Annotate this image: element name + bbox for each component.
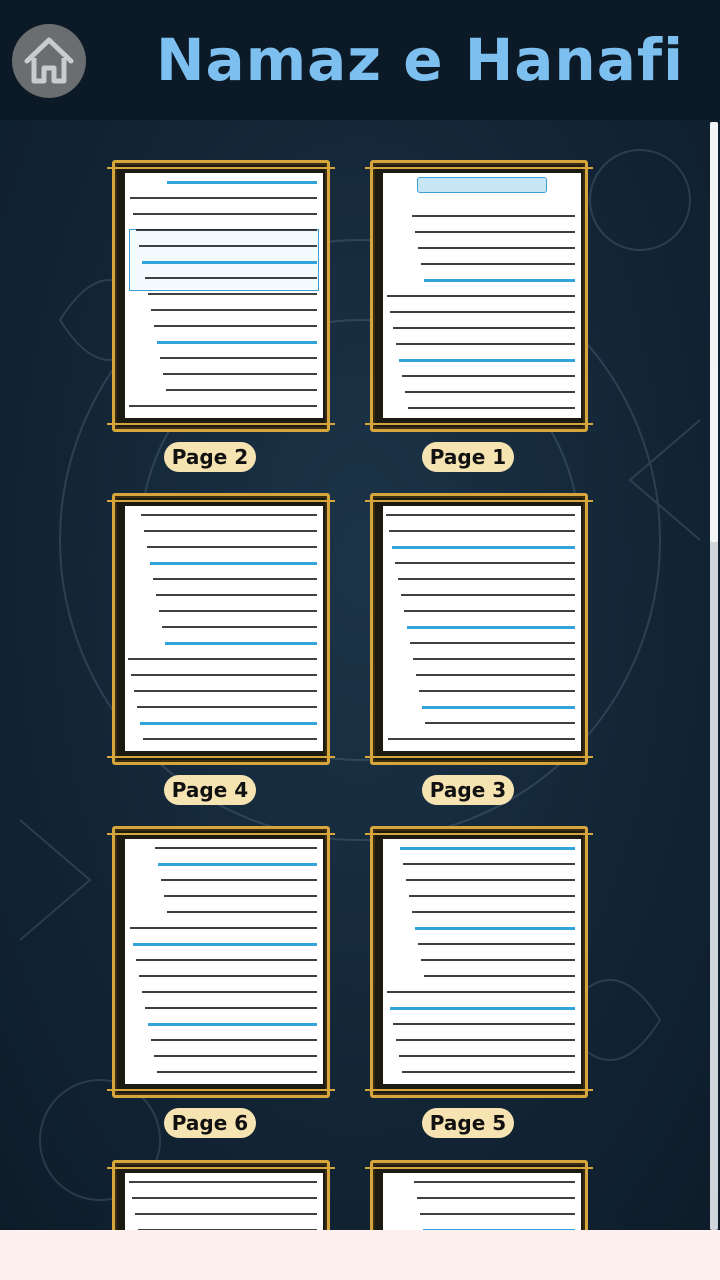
- text-line: [401, 594, 575, 596]
- text-line: [387, 295, 575, 297]
- text-line: [155, 847, 317, 849]
- text-line: [415, 231, 575, 233]
- text-line: [142, 991, 317, 993]
- text-line: [390, 311, 575, 313]
- text-line: [418, 247, 575, 249]
- text-line: [142, 261, 317, 264]
- text-line: [144, 530, 317, 532]
- text-line: [165, 642, 317, 645]
- text-line: [412, 911, 575, 913]
- text-line: [405, 391, 575, 393]
- text-line: [163, 373, 317, 375]
- text-line: [139, 245, 317, 247]
- text-line: [407, 626, 575, 629]
- text-line: [395, 562, 575, 564]
- home-button[interactable]: [12, 24, 86, 98]
- text-line: [422, 706, 575, 709]
- text-line: [161, 879, 317, 881]
- text-line: [143, 738, 317, 740]
- page-label[interactable]: Page 2: [164, 442, 256, 472]
- page-thumbnail[interactable]: [125, 173, 323, 418]
- text-line: [421, 263, 575, 265]
- page-frame: [112, 826, 330, 1098]
- text-line: [418, 943, 575, 945]
- text-line: [419, 690, 575, 692]
- text-line: [410, 642, 575, 644]
- page-grid[interactable]: [0, 120, 720, 1230]
- text-line: [129, 1181, 317, 1183]
- app-header: [0, 0, 720, 120]
- page-label[interactable]: Page 1: [422, 442, 514, 472]
- text-line: [420, 1213, 575, 1215]
- page-thumbnail[interactable]: [125, 1173, 323, 1230]
- text-line: [148, 293, 317, 295]
- page-thumbnail[interactable]: [383, 1173, 581, 1230]
- text-line: [160, 357, 317, 359]
- text-line: [414, 1181, 575, 1183]
- text-line: [388, 738, 575, 740]
- page-title: Namaz e Hanafi: [156, 26, 684, 94]
- text-line: [133, 213, 317, 215]
- text-line: [412, 215, 575, 217]
- text-line: [130, 927, 317, 929]
- text-line: [409, 895, 575, 897]
- text-line: [399, 1055, 575, 1057]
- text-line: [393, 327, 575, 329]
- text-line: [396, 1039, 575, 1041]
- background-pattern: [0, 120, 720, 1230]
- page-frame: [370, 826, 588, 1098]
- text-line: [413, 658, 575, 660]
- home-icon: [19, 31, 79, 91]
- text-line: [129, 405, 317, 407]
- text-line: [400, 847, 575, 850]
- text-line: [424, 279, 575, 282]
- text-line: [402, 375, 575, 377]
- text-line: [162, 626, 317, 628]
- text-line: [417, 1197, 575, 1199]
- text-line: [151, 309, 317, 311]
- text-line: [134, 690, 317, 692]
- text-line: [136, 959, 317, 961]
- text-line: [421, 959, 575, 961]
- text-line: [396, 343, 575, 345]
- text-line: [151, 1039, 317, 1041]
- text-line: [154, 1055, 317, 1057]
- text-line: [389, 530, 575, 532]
- text-line: [404, 610, 575, 612]
- text-line: [406, 879, 575, 881]
- text-line: [386, 514, 575, 516]
- text-line: [157, 1071, 317, 1073]
- text-line: [139, 975, 317, 977]
- text-line: [392, 546, 575, 549]
- text-line: [399, 359, 575, 362]
- text-line: [133, 943, 317, 946]
- text-line: [403, 863, 575, 865]
- page-label[interactable]: Page 6: [164, 1108, 256, 1138]
- page-frame: [112, 160, 330, 432]
- dua-box: [129, 229, 319, 291]
- page-frame: [112, 1160, 330, 1230]
- text-line: [157, 341, 317, 344]
- text-line: [158, 863, 317, 866]
- page-label[interactable]: Page 5: [422, 1108, 514, 1138]
- text-line: [147, 546, 317, 548]
- text-line: [159, 610, 317, 612]
- text-line: [135, 1213, 317, 1215]
- text-line: [416, 674, 575, 676]
- text-line: [154, 325, 317, 327]
- page-frame: [370, 1160, 588, 1230]
- scrollbar-thumb[interactable]: [710, 122, 718, 542]
- text-line: [167, 911, 317, 913]
- text-line: [141, 514, 317, 516]
- text-line: [387, 991, 575, 993]
- text-line: [390, 1007, 575, 1010]
- text-line: [408, 407, 575, 409]
- text-line: [132, 1197, 317, 1199]
- page-label[interactable]: Page 4: [164, 775, 256, 805]
- text-line: [128, 658, 317, 660]
- text-line: [424, 975, 575, 977]
- page-frame: [370, 493, 588, 765]
- text-line: [166, 389, 317, 391]
- text-line: [150, 562, 317, 565]
- text-line: [131, 674, 317, 676]
- text-line: [402, 1071, 575, 1073]
- text-line: [398, 578, 575, 580]
- text-line: [164, 895, 317, 897]
- page-thumbnail[interactable]: [125, 506, 323, 751]
- page-thumbnail[interactable]: [383, 506, 581, 751]
- text-line: [393, 1023, 575, 1025]
- page-frame: [112, 493, 330, 765]
- text-line: [145, 1007, 317, 1009]
- text-line: [130, 197, 317, 199]
- text-line: [415, 927, 575, 930]
- text-line: [156, 594, 317, 596]
- text-line: [137, 706, 317, 708]
- text-line: [136, 229, 317, 231]
- page-thumbnail[interactable]: [383, 839, 581, 1084]
- page-frame: [370, 160, 588, 432]
- page-thumbnail[interactable]: [383, 173, 581, 418]
- text-line: [425, 722, 575, 724]
- page-thumbnail[interactable]: [125, 839, 323, 1084]
- text-line: [153, 578, 317, 580]
- text-line: [140, 722, 317, 725]
- page-label[interactable]: Page 3: [422, 775, 514, 805]
- text-line: [148, 1023, 317, 1026]
- text-line: [167, 181, 317, 184]
- page-heading-banner: [417, 177, 547, 193]
- bottom-bar: [0, 1230, 720, 1280]
- text-line: [145, 277, 317, 279]
